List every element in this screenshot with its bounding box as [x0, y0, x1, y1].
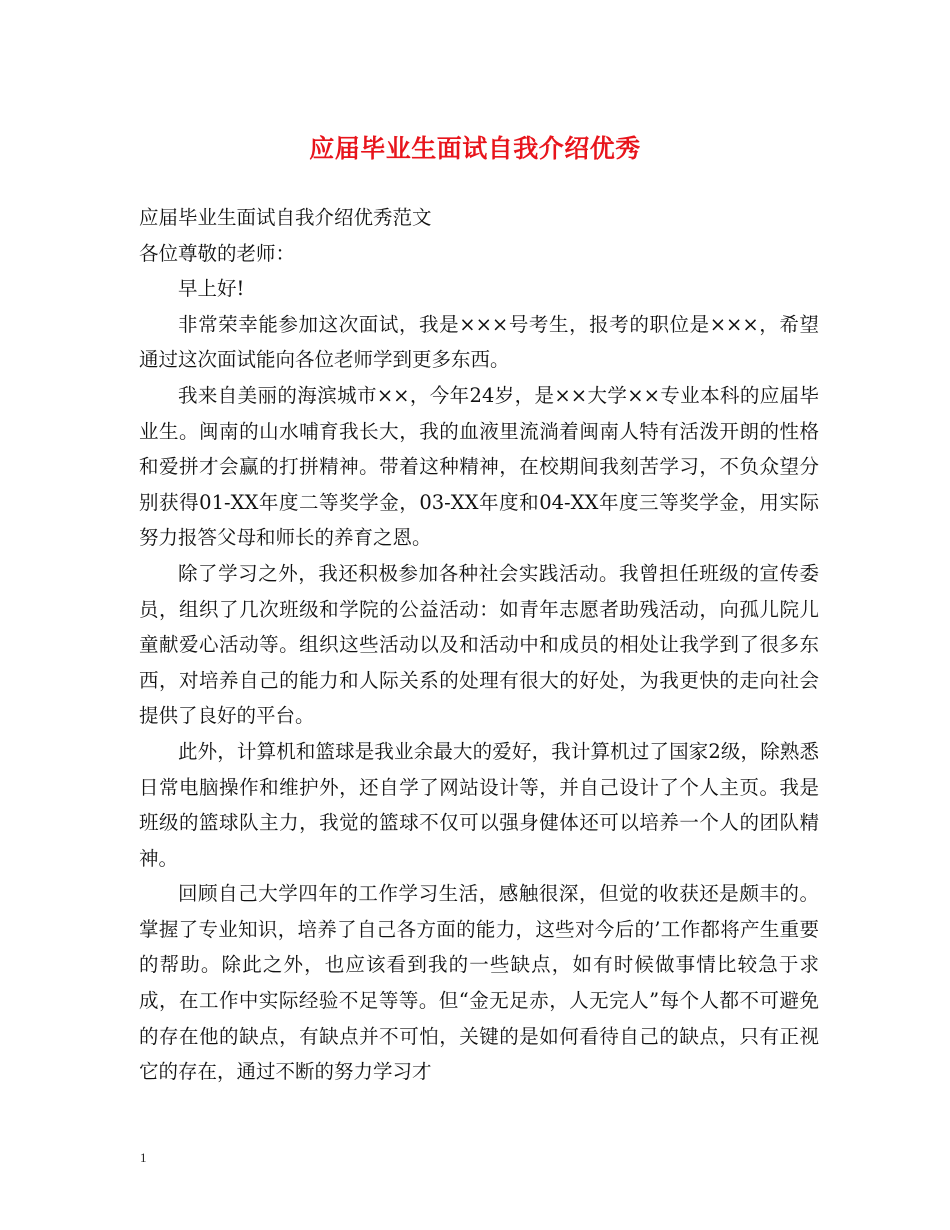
paragraph: 早上好! [178, 277, 245, 301]
paragraph: 除了学习之外，我还积极参加各种社会实践活动。我曾担任班级的宣传委员，组织了几次班级和学院的公益活动：如青年志愿者助残活动，向孤儿院儿童献爱心活动等。组织这些活动以及和活动中和成员的相处让我学到了很多东西，对培养自己的能力和人际关系的处理有很大的好处，为我更快的走向社会提供了良好的平台。 [139, 561, 819, 728]
paragraph: 应届毕业生面试自我介绍优秀范文 [139, 206, 432, 229]
paragraph: 此外，计算机和篮球是我业余最大的爱好，我计算机过了国家2级，除熟悉日常电脑操作和维护外，还自学了网站设计等，并自己设计了个人主页。我是班级的篮球队主力，我觉的篮球不仅可以强身健体还可以培养一个人的团队精神。 [139, 739, 819, 870]
paragraph: 回顾自己大学四年的工作学习生活，感触很深，但觉的收获还是颇丰的。掌握了专业知识，培养了自己各方面的能力，这些对今后的’工作都将产生重要的帮助。除此之外，也应该看到我的一些缺点，如有时候做事情比较急于求成，在工作中实际经验不足等等。但“金无足赤，人无完人”每个人都不可避免的存在他的缺点，有缺点并不可怕，关键的是如何看待自己的缺点，只有正视它的存在，通过不断的努力学习才 [139, 882, 819, 1084]
paragraph: 各位尊敬的老师： [139, 241, 296, 265]
page-number: 1 [140, 1150, 147, 1165]
paragraph: 我来自美丽的海滨城市××，今年24岁，是××大学××专业本科的应届毕业生。闽南的山水哺育我长大，我的血液里流淌着闽南人特有活泼开朗的性格和爱拼才会赢的打拼精神。带着这种精神，在校期间我刻苦学习，不负众望分别获得01-XX年度二等奖学金，03-XX年度和04-XX年度三等奖学金，用实际努力报答父母和师长的养育之恩。 [139, 383, 819, 550]
document-body [139, 200, 819, 1090]
document-title: 应届毕业生面试自我介绍优秀 [309, 134, 641, 163]
paragraph: 非常荣幸能参加这次面试，我是×××号考生，报考的职位是×××，希望通过这次面试能向各位老师学到更多东西。 [139, 312, 819, 372]
